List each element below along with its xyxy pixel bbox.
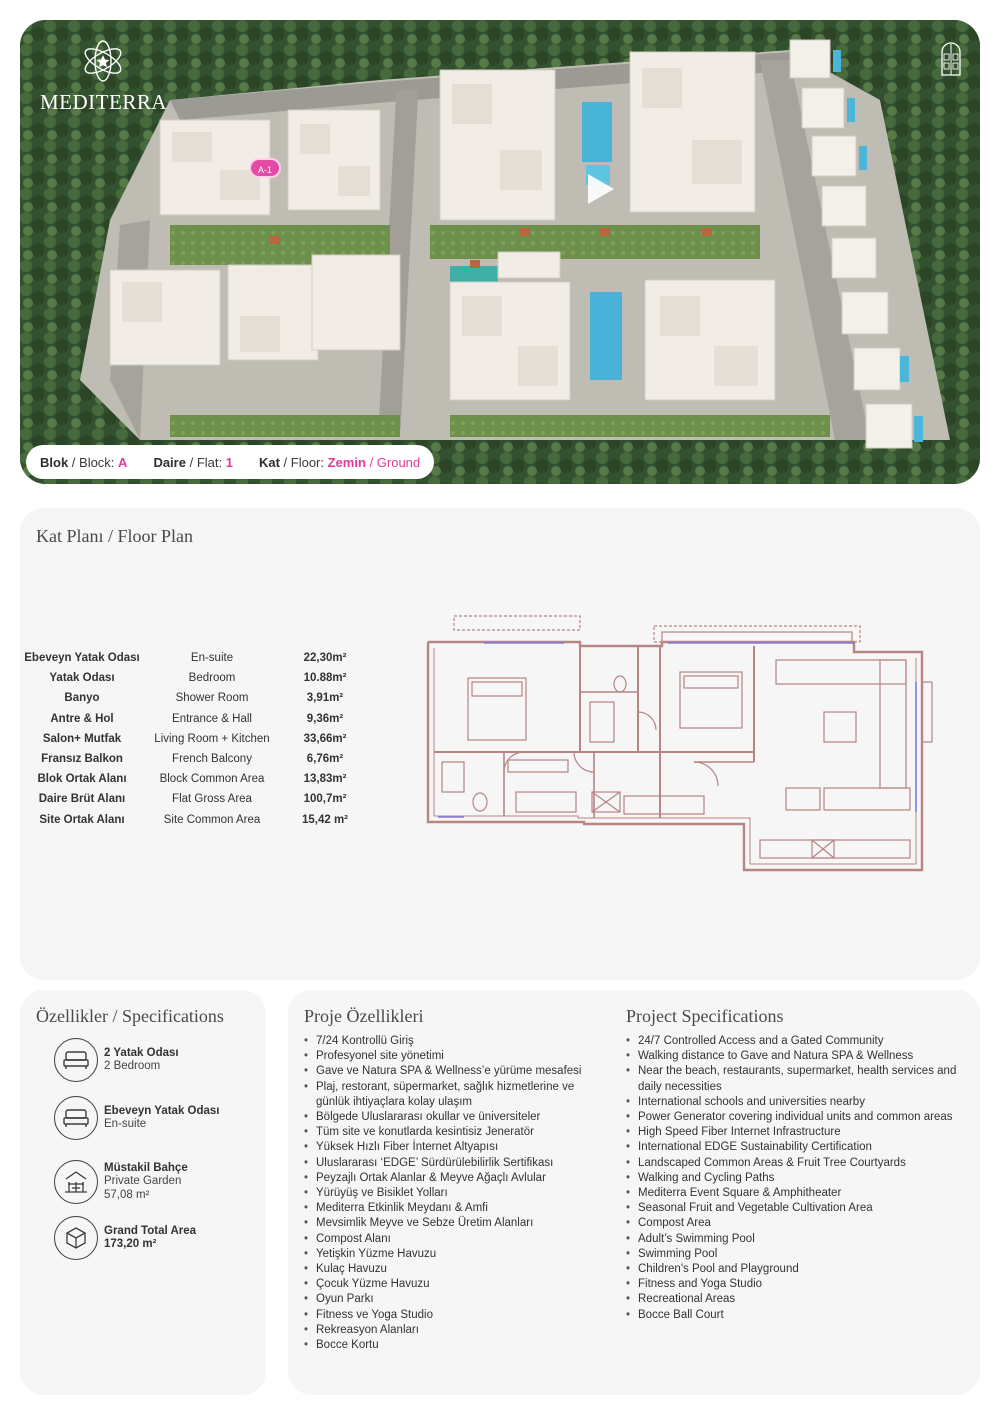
room-name-tr: Banyo <box>64 692 100 705</box>
list-item: • Gave ve Natura SPA & Wellness’e yürüme mesafesi <box>304 1064 592 1079</box>
unit-location-marker[interactable]: A-1 <box>249 158 281 178</box>
list-item: • Rekreasyon Alanları <box>304 1323 592 1338</box>
spec-subtitle: 2 Bedroom <box>104 1060 161 1072</box>
list-item: • Fitness ve Yoga Studio <box>304 1308 592 1323</box>
floor-value-tr: Zemin <box>327 454 366 470</box>
table-row <box>24 769 366 789</box>
room-name-en: Entrance & Hall <box>172 712 252 725</box>
list-item: • Fitness and Yoga Studio <box>626 1277 966 1292</box>
site-aerial-render <box>20 20 980 484</box>
floor-label-en: / Floor: <box>283 454 325 470</box>
list-item: • Landscaped Common Areas & Fruit Tree Courtyards <box>626 1156 966 1171</box>
list-item: • Bocce Ball Court <box>626 1308 966 1323</box>
spec-item-garden <box>54 1160 188 1204</box>
list-item: • International schools and universities nearby <box>626 1095 966 1110</box>
bed-icon <box>54 1038 98 1082</box>
list-item: • Çocuk Yüzme Havuzu <box>304 1277 592 1292</box>
table-row <box>24 810 366 830</box>
list-item: • Recreational Areas <box>626 1292 966 1307</box>
list-item: • Swimming Pool <box>626 1247 966 1262</box>
room-name-tr: Ebeveyn Yatak Odası <box>24 652 140 665</box>
list-item: • Mediterra Event Square & Amphitheater <box>626 1186 966 1201</box>
spec-subtitle: Private Garden <box>104 1175 182 1188</box>
specifications-card <box>20 990 266 1395</box>
list-item: • Bocce Kortu <box>304 1338 592 1353</box>
list-item: • Plaj, restorant, süpermarket, sağlık hizmetlerine ve günlük ihtiyaçlara kolay ulaşım <box>304 1080 592 1110</box>
table-row <box>24 749 366 769</box>
spec-subtitle: En-suite <box>104 1118 147 1130</box>
area-table <box>24 648 366 830</box>
room-area: 33,66m² <box>303 732 347 745</box>
flat-value: 1 <box>225 454 233 470</box>
room-name-tr: Antre & Hol <box>50 712 114 725</box>
project-specs-card <box>288 990 980 1395</box>
room-name-tr: Daire Brüt Alanı <box>38 793 126 806</box>
room-name-en: En-suite <box>190 652 234 665</box>
list-item: • High Speed Fiber Internet Infrastructure <box>626 1125 966 1140</box>
room-name-en: Flat Gross Area <box>172 793 252 806</box>
floor-value-en: / Ground <box>369 454 421 470</box>
floor-label-tr: Kat <box>258 454 280 470</box>
floor-plan-card <box>20 508 980 980</box>
room-name-en: Living Room + Kitchen <box>154 732 270 745</box>
room-name-en: Shower Room <box>175 692 249 705</box>
block-label-en: / Block: <box>71 454 115 470</box>
spec-item-total-area <box>54 1216 196 1260</box>
room-name-tr: Yatak Odası <box>49 672 115 685</box>
project-en-list <box>626 1034 966 1323</box>
block-value: A <box>118 454 128 470</box>
flat-info <box>153 455 233 470</box>
unit-info-pill <box>26 445 434 479</box>
table-row <box>24 648 366 668</box>
list-item: • Tüm site ve konutlarda kesintisiz Jeneratör <box>304 1125 592 1140</box>
table-row <box>24 668 366 688</box>
list-item: • 7/24 Kontrollü Giriş <box>304 1034 592 1049</box>
project-tr-title: Proje Özellikleri <box>304 1006 424 1026</box>
list-item: • International EDGE Sustainability Certification <box>626 1140 966 1155</box>
project-tr-list <box>304 1034 592 1353</box>
room-name-en: Bedroom <box>188 672 236 685</box>
room-area: 100,7m² <box>303 793 347 806</box>
list-item: • Near the beach, restaurants, supermarket, health services and daily necessities <box>626 1064 966 1094</box>
table-row <box>24 709 366 729</box>
spec-title: Grand Total Area <box>104 1224 197 1237</box>
room-name-en: Site Common Area <box>163 813 261 826</box>
brand-name: MEDITERRA <box>40 90 167 114</box>
list-item: • Yetişkin Yüzme Havuzu <box>304 1247 592 1262</box>
room-area: 6,76m² <box>306 753 344 766</box>
list-item: • Yüksek Hızlı Fiber İnternet Altyapısı <box>304 1140 592 1155</box>
room-name-tr: Fransız Balkon <box>41 753 123 766</box>
list-item: • Power Generator covering individual units and common areas <box>626 1110 966 1125</box>
room-name-tr: Site Ortak Alanı <box>39 813 125 826</box>
list-item: • Kulaç Havuzu <box>304 1262 592 1277</box>
floor-info <box>259 455 420 470</box>
list-item: • Yürüyüş ve Bisiklet Yolları <box>304 1186 592 1201</box>
cube-icon <box>54 1216 98 1260</box>
list-item: • Compost Area <box>626 1216 966 1231</box>
room-area: 10.88m² <box>303 672 347 685</box>
spec-item-bedrooms <box>54 1038 179 1082</box>
list-item: • 24/7 Controlled Access and a Gated Community <box>626 1034 966 1049</box>
room-name-en: French Balcony <box>172 753 252 766</box>
list-item: • Seasonal Fruit and Vegetable Cultivation Area <box>626 1201 966 1216</box>
floor-plan-drawing <box>424 612 934 876</box>
block-label-tr: Blok <box>40 454 69 470</box>
star-flower-logo-icon <box>80 38 126 84</box>
block-info <box>40 455 127 470</box>
list-item: • Mevsimlik Meyve ve Sebze Üretim Alanları <box>304 1216 592 1231</box>
room-name-en: Block Common Area <box>159 773 265 786</box>
flat-label-tr: Daire <box>153 454 186 470</box>
room-area: 22,30m² <box>303 652 347 665</box>
floor-plan-title: Kat Planı / Floor Plan <box>36 526 193 546</box>
specifications-title: Özellikler / Specifications <box>36 1006 224 1026</box>
list-item: • Uluslararası ‘EDGE’ Sürdürülebilirlik Sertifikası <box>304 1156 592 1171</box>
room-area: 9,36m² <box>306 712 344 725</box>
play-icon[interactable] <box>586 172 616 206</box>
list-item: • Walking and Cycling Paths <box>626 1171 966 1186</box>
brand-logo <box>40 38 166 115</box>
list-item: • Walking distance to Gave and Natura SPA & Wellness <box>626 1049 966 1064</box>
room-name-tr: Blok Ortak Alanı <box>37 773 127 786</box>
bed-icon <box>54 1096 98 1140</box>
flat-label-en: / Flat: <box>189 454 223 470</box>
door-icon <box>940 40 962 76</box>
list-item: • Profesyonel site yönetimi <box>304 1049 592 1064</box>
room-area: 13,83m² <box>303 773 347 786</box>
list-item: • Peyzajlı Ortak Alanlar & Meyve Ağaçlı Avlular <box>304 1171 592 1186</box>
table-row <box>24 729 366 749</box>
list-item: • Children's Pool and Playground <box>626 1262 966 1277</box>
list-item: • Bölgede Uluslararası okullar ve üniversiteler <box>304 1110 592 1125</box>
spec-title: Ebeveyn Yatak Odası <box>104 1104 220 1117</box>
room-area: 15,42 m² <box>301 813 349 826</box>
spec-value: 57,08 m² <box>104 1188 150 1201</box>
list-item: • Compost Alanı <box>304 1232 592 1247</box>
list-item: • Mediterra Etkinlik Meydanı & Amfi <box>304 1201 592 1216</box>
spec-subtitle: 173,20 m² <box>104 1238 157 1250</box>
garden-icon <box>54 1160 98 1204</box>
project-en-title: Project Specifications <box>626 1006 784 1026</box>
room-name-tr: Salon+ Mutfak <box>42 732 122 745</box>
list-item: • Oyun Parkı <box>304 1292 592 1307</box>
spec-title: 2 Yatak Odası <box>104 1046 179 1059</box>
spec-title: Müstakil Bahçe <box>104 1161 188 1174</box>
spec-item-master-bedroom <box>54 1096 220 1140</box>
list-item: • Adult’s Swimming Pool <box>626 1232 966 1247</box>
table-row <box>24 789 366 809</box>
room-area: 3,91m² <box>306 692 344 705</box>
table-row <box>24 688 366 708</box>
